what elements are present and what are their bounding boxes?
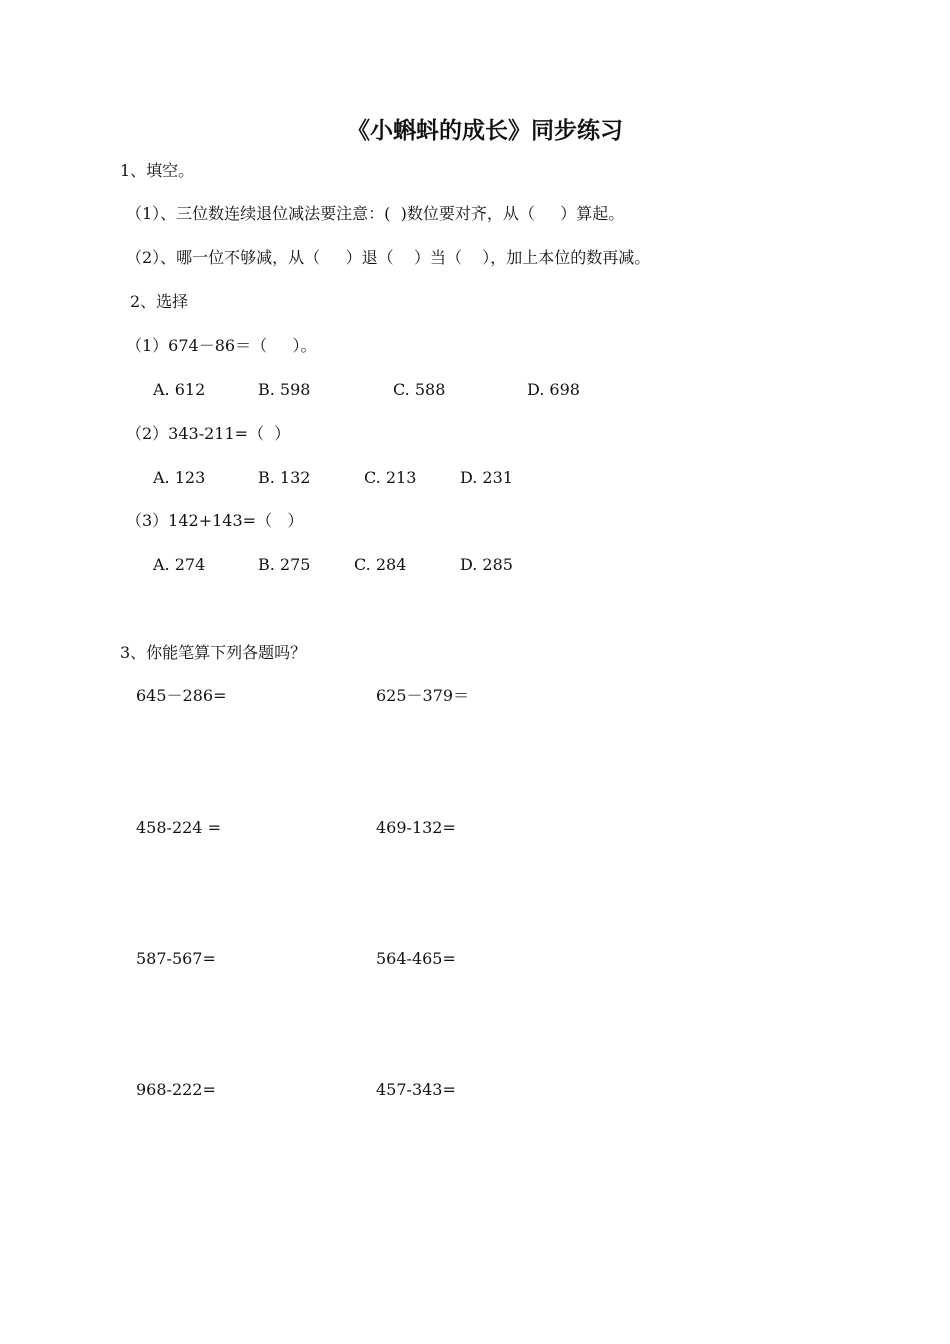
calc-item-7: 968-222=	[136, 1080, 216, 1099]
section3-heading: 3、你能笔算下列各题吗？	[120, 643, 307, 662]
calc-item-5: 587-567=	[136, 949, 216, 968]
page-title: 《小蝌蚪的成长》同步练习	[347, 117, 623, 144]
section2-heading: 2、选择	[130, 292, 189, 311]
choice-option-3b: B. 275	[258, 555, 311, 574]
choice-question-2: （2）343-211=（ ）	[126, 424, 291, 443]
calc-item-3: 458-224 =	[136, 818, 221, 837]
calc-item-1: 645－286=	[136, 686, 227, 705]
choice-question-1: （1）674－86＝（ ）。	[126, 336, 317, 355]
choice-option-1d: D. 698	[527, 380, 580, 399]
section1-heading: 1、填空。	[120, 161, 195, 180]
choice-option-1c: C. 588	[393, 380, 446, 399]
choice-option-3c: C. 284	[354, 555, 407, 574]
calc-item-6: 564-465=	[376, 949, 456, 968]
choice-option-2c: C. 213	[364, 468, 417, 487]
choice-option-3d: D. 285	[460, 555, 513, 574]
choice-option-1b: B. 598	[258, 380, 311, 399]
choice-option-2d: D. 231	[460, 468, 513, 487]
choice-question-3: （3）142+143=（ ）	[126, 511, 304, 530]
fill-question-1: （1）、三位数连续退位减法要注意：( )数位要对齐，从（ ）算起。	[126, 204, 625, 223]
fill-question-2: （2）、哪一位不够减，从（ ）退（ ）当（ ），加上本位的数再减。	[126, 248, 651, 267]
calc-item-8: 457-343=	[376, 1080, 456, 1099]
choice-option-2a: A. 123	[153, 468, 206, 487]
calc-item-2: 625－379＝	[376, 686, 470, 705]
choice-option-3a: A. 274	[153, 555, 206, 574]
calc-item-4: 469-132=	[376, 818, 456, 837]
choice-option-1a: A. 612	[153, 380, 206, 399]
choice-option-2b: B. 132	[258, 468, 311, 487]
